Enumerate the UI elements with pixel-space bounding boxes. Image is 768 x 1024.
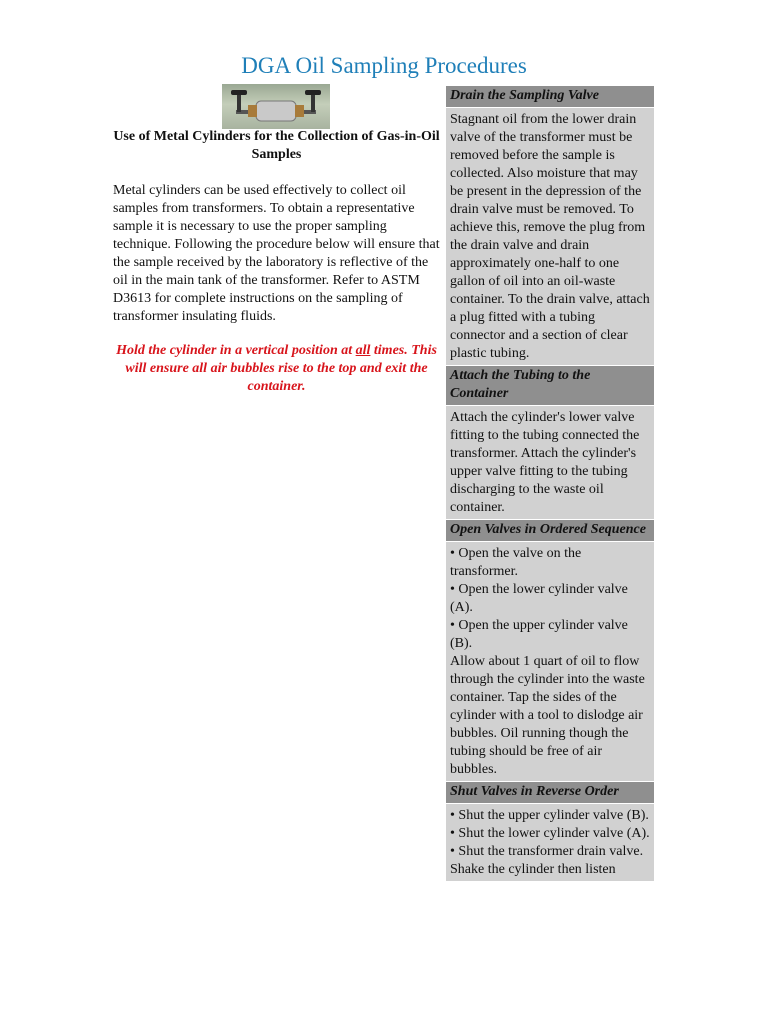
page-title: DGA Oil Sampling Procedures [241, 53, 527, 78]
bullet-item: • Shut the upper cylinder valve (B). [450, 808, 649, 823]
warning-post: times. This will ensure all air bubbles rise to the top and exit the container. [125, 343, 437, 394]
bullet-item: • Shut the lower cylinder valve (A). [450, 826, 650, 841]
section-subtitle: Use of Metal Cylinders for the Collection of Gas-in-Oil Samples [113, 129, 440, 162]
section-heading-shut: Shut Valves in Reverse Order [446, 782, 654, 803]
section-text-open: Allow about 1 quart of oil to flow through the cylinder into the waste container. Tap the sides of the cylinder with a tool to dislodge air bubbles. Oil running though the tubing should be free of air bubbles. [450, 654, 645, 777]
section-heading-attach: Attach the Tubing to the Container [446, 366, 654, 405]
section-heading-open: Open Valves in Ordered Sequence [446, 520, 654, 541]
section-body-drain: Stagnant oil from the lower drain valve of the transformer must be removed before the sample is collected. Also moisture that may be present in the depression of the drain valve must be removed. To achieve this, remove the plug from the drain valve and drain approximately one-half to one gallon of oil into an oil-waste container. To the drain valve, attach a plug fitted with a tubing connector and a section of clear plastic tubing. [446, 108, 654, 365]
warning-pre: Hold the cylinder in a vertical position at [116, 343, 356, 358]
bullet-item: • Open the valve on the transformer. [450, 546, 582, 579]
intro-paragraph: Metal cylinders can be used effectively to collect oil samples from transformers. To obtain a representative sample it is necessary to use the proper sampling technique. Following the procedure below will ensure that the sample received by the laboratory is reflective of the oil in the main tank of the transformer. Refer to ASTM D3613 for complete instructions on the sampling of transformer insulating fluids. [113, 183, 440, 324]
bullet-item: • Open the lower cylinder valve (A). [450, 582, 628, 615]
section-heading-drain: Drain the Sampling Valve [446, 86, 654, 107]
section-body-open [446, 542, 654, 781]
bullet-item: • Shut the transformer drain valve. [450, 844, 644, 859]
intro-column [113, 128, 440, 396]
metal-cylinder-photo [222, 84, 330, 129]
section-text-shut: Shake the cylinder then listen [450, 862, 616, 877]
warning-note [113, 342, 440, 396]
section-body-shut [446, 804, 654, 881]
bullet-item: • Open the upper cylinder valve (B). [450, 618, 628, 651]
procedure-table [446, 86, 654, 882]
section-body-attach: Attach the cylinder's lower valve fitting to the tubing connected the transformer. Attach the cylinder's upper valve fitting to the tubing discharging to the waste oil container. [446, 406, 654, 519]
warning-emphasis: all [355, 343, 371, 358]
